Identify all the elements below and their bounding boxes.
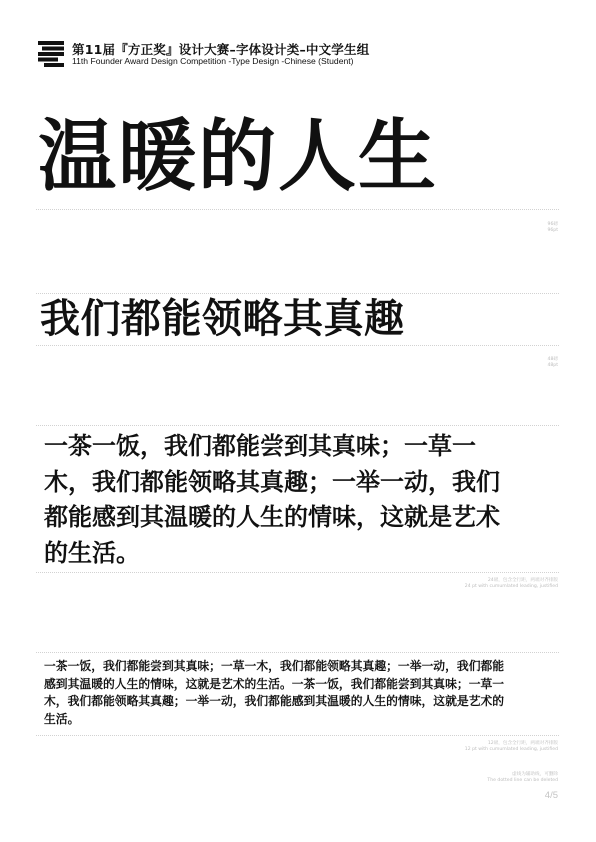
guide-line [36, 652, 559, 653]
caption-48pt-en: 48pt [547, 363, 558, 368]
caption-12pt-en: 12 pt with cumumlated leading, justified [464, 747, 558, 752]
caption-24pt-cn: 24磅，包含全行距，两端对齐排版 [487, 578, 558, 583]
specimen-48pt-text: 我们都能领略其真趣 [40, 296, 405, 342]
note-cn: 虚线为辅助线，可删除 [512, 772, 558, 777]
guide-line [36, 735, 559, 736]
guide-line [36, 572, 559, 573]
caption-96pt [547, 222, 558, 234]
specimen-12pt-paragraph: 一茶一饭，我们都能尝到其真味；一草一木，我们都能领略其真趣；一举一动，我们都能感到其温暖的人生的情味，这就是艺术的生活。一茶一饭，我们都能尝到其真味；一草一木，我们都能领略其真趣；一举一动，我们都能感到其温暖的人生的情味，这就是艺术的生活。 [44, 659, 505, 726]
caption-12pt-cn: 12磅，包含全行距，两端对齐排版 [487, 741, 558, 746]
guide-line [36, 345, 559, 346]
caption-48pt-cn: 48磅 [547, 357, 558, 362]
caption-24pt-en: 24 pt with cumumlated leading, justified [464, 584, 558, 589]
guide-line [36, 209, 559, 210]
guide-line [36, 293, 559, 294]
note-en: The dotted line can be deleted [487, 778, 558, 783]
header-title-cn: 第11届『方正奖』设计大赛–字体设计类–中文学生组 [72, 42, 370, 57]
specimen-24pt-paragraph: 一茶一饭，我们都能尝到其真味；一草一木，我们都能领略其真趣；一举一动，我们都能感到其温暖的人生的情味，这就是艺术的生活。 [44, 432, 500, 567]
page-number: 4/5 [544, 790, 558, 801]
caption-12pt [465, 741, 558, 753]
caption-24pt [465, 578, 558, 590]
guide-line [36, 425, 559, 426]
specimen-96pt-text: 温暖的人生 [38, 112, 439, 202]
caption-48pt [547, 357, 558, 369]
dotted-line-note [487, 772, 558, 784]
caption-96pt-en: 96pt [547, 228, 558, 233]
founder-logo-icon [38, 41, 64, 67]
header-title-en: 11th Founder Award Design Competition -Type Design -Chinese (Student) [72, 56, 354, 66]
caption-96pt-cn: 96磅 [547, 222, 558, 227]
